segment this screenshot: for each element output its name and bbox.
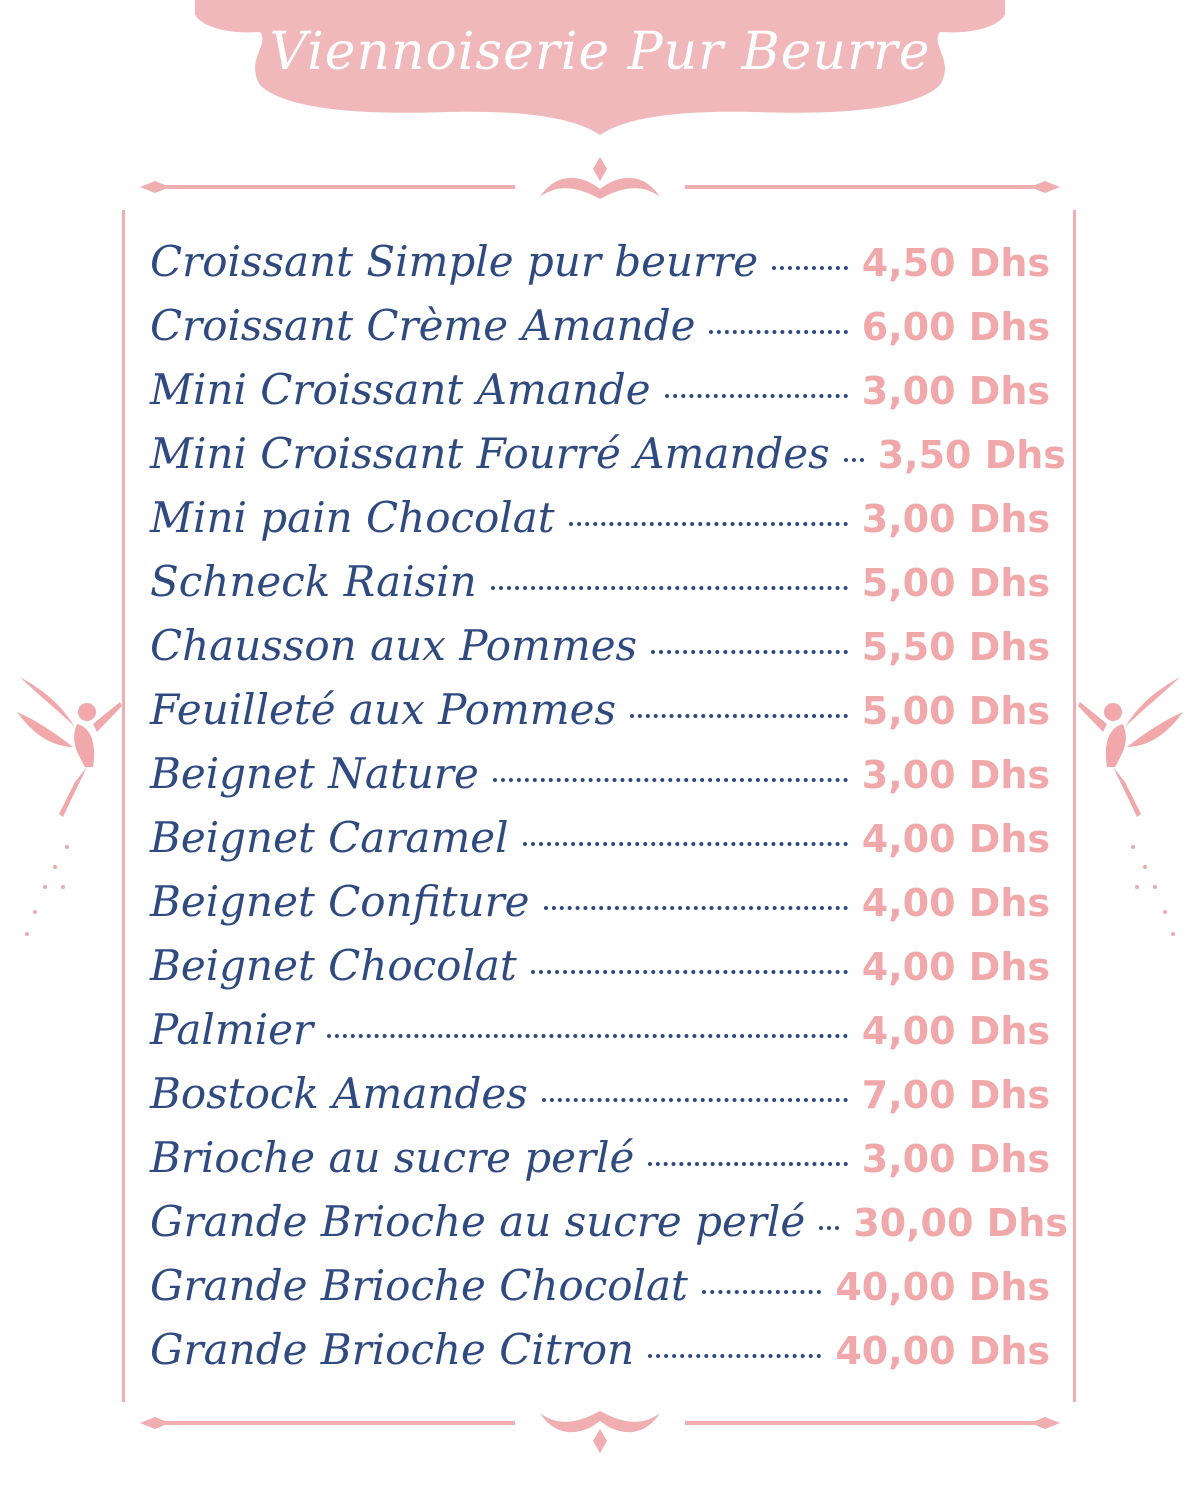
page-title: Viennoiserie Pur Beurre — [269, 22, 931, 82]
dot-leader — [542, 1098, 848, 1102]
dot-leader — [493, 778, 848, 782]
dot-leader — [544, 906, 848, 910]
item-price: 5,00 Dhs — [861, 561, 1050, 605]
item-price: 30,00 Dhs — [853, 1201, 1068, 1245]
item-name: Palmier — [150, 1005, 314, 1054]
item-price: 3,00 Dhs — [861, 1137, 1050, 1181]
dot-leader — [523, 842, 848, 846]
fairy-icon — [15, 672, 125, 952]
item-name: Croissant Simple pur beurre — [150, 237, 759, 286]
item-name: Chausson aux Pommes — [150, 621, 638, 670]
dot-leader — [651, 650, 848, 654]
item-name: Beignet Nature — [150, 749, 479, 798]
menu-item — [150, 550, 1050, 614]
item-name: Bostock Amandes — [150, 1069, 528, 1118]
dot-leader — [569, 522, 848, 526]
dot-leader — [630, 714, 848, 718]
item-name: Mini Croissant Fourré Amandes — [150, 429, 830, 478]
menu-item — [150, 614, 1050, 678]
dot-leader — [819, 1226, 839, 1230]
dot-leader — [327, 1034, 848, 1038]
menu-item — [150, 422, 1066, 486]
dot-leader — [648, 1162, 847, 1166]
dot-leader — [702, 1290, 821, 1294]
item-price: 40,00 Dhs — [835, 1265, 1050, 1309]
item-price: 4,00 Dhs — [861, 881, 1050, 925]
menu-item — [150, 294, 1050, 358]
menu-item — [150, 934, 1050, 998]
item-price: 5,00 Dhs — [861, 689, 1050, 733]
menu-item — [150, 1062, 1050, 1126]
menu-item — [150, 870, 1050, 934]
menu-item — [150, 486, 1050, 550]
menu-list — [150, 230, 1068, 1382]
item-price: 4,00 Dhs — [861, 945, 1050, 989]
item-price: 7,00 Dhs — [861, 1073, 1050, 1117]
item-price: 4,00 Dhs — [861, 1009, 1050, 1053]
menu-item — [150, 806, 1050, 870]
item-name: Mini pain Chocolat — [150, 493, 555, 542]
dot-leader — [665, 394, 848, 398]
item-price: 4,50 Dhs — [861, 241, 1050, 285]
menu-item — [150, 742, 1050, 806]
dot-leader — [648, 1354, 821, 1358]
dot-leader — [709, 330, 847, 334]
item-name: Beignet Confiture — [150, 877, 530, 926]
item-name: Grande Brioche Citron — [150, 1325, 635, 1374]
item-price: 3,00 Dhs — [861, 753, 1050, 797]
item-name: Grande Brioche au sucre perlé — [150, 1197, 806, 1246]
item-name: Brioche au sucre perlé — [150, 1133, 635, 1182]
item-price: 6,00 Dhs — [861, 305, 1050, 349]
menu-item — [150, 1254, 1050, 1318]
menu-item — [150, 358, 1050, 422]
item-price: 3,50 Dhs — [877, 433, 1066, 477]
item-name: Feuilleté aux Pommes — [150, 685, 617, 734]
dot-leader — [772, 266, 848, 270]
item-name: Schneck Raisin — [150, 557, 477, 606]
item-price: 3,00 Dhs — [861, 497, 1050, 541]
ornament-divider-icon — [135, 1395, 1065, 1455]
item-price: 40,00 Dhs — [835, 1329, 1050, 1373]
ornament-divider-icon — [135, 155, 1065, 215]
fairy-icon — [1075, 672, 1185, 952]
menu-item — [150, 678, 1050, 742]
menu-item — [150, 998, 1050, 1062]
dot-leader — [844, 458, 864, 462]
item-price: 3,00 Dhs — [861, 369, 1050, 413]
menu-item — [150, 1190, 1068, 1254]
item-name: Beignet Chocolat — [150, 941, 517, 990]
item-name: Croissant Crème Amande — [150, 301, 696, 350]
menu-item — [150, 1318, 1050, 1382]
item-name: Beignet Caramel — [150, 813, 509, 862]
dot-leader — [491, 586, 848, 590]
item-name: Grande Brioche Chocolat — [150, 1261, 688, 1310]
menu-item — [150, 230, 1050, 294]
item-price: 5,50 Dhs — [861, 625, 1050, 669]
item-name: Mini Croissant Amande — [150, 365, 651, 414]
title-banner — [195, 0, 1005, 140]
item-price: 4,00 Dhs — [861, 817, 1050, 861]
dot-leader — [531, 970, 848, 974]
menu-item — [150, 1126, 1050, 1190]
